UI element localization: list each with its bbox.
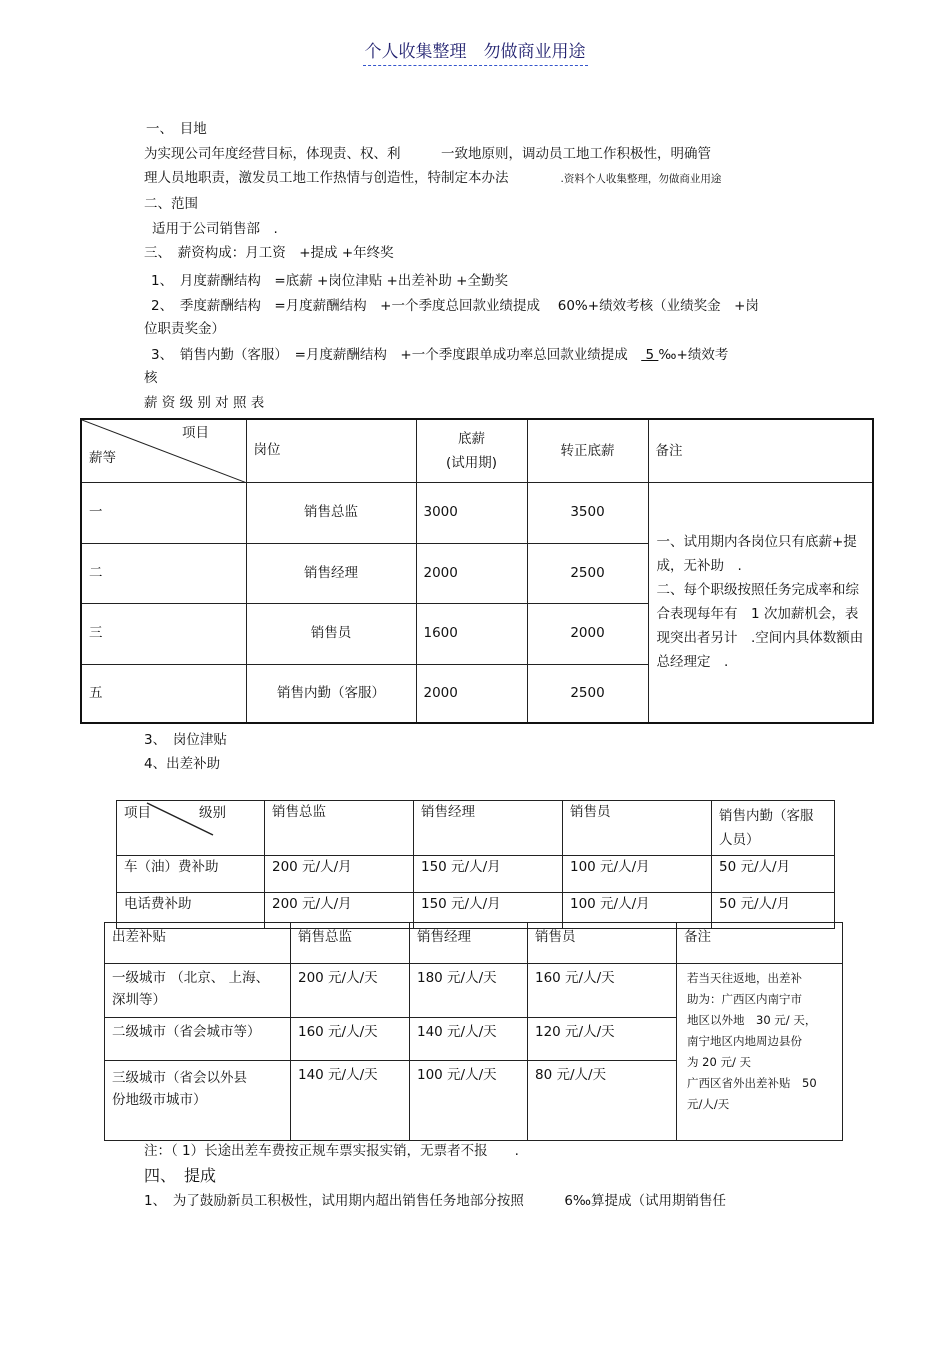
corner-bottom-label: 薪等 (89, 450, 116, 466)
header-travel-subsidy: 出差补贴 (105, 923, 291, 964)
value-cell: 150 元/人/月 (414, 893, 563, 929)
value-cell: 180 元/人/天 (410, 964, 528, 1018)
section-1-title: 一、 目地 (146, 121, 207, 137)
remarks-cell: 一、试用期内各岗位只有底薪+提成，无补助 . 二、每个职级按照任务完成率和综合表现每年有 1 次加薪机会，表现突出者另计 .空间内具体数额由总经理定 . (648, 482, 873, 723)
travel-subsidy-table (104, 922, 843, 1141)
item-3-line-2: 核 (144, 370, 158, 386)
value-cell: 50 元/人/月 (712, 893, 835, 929)
corner-header-cell (81, 419, 246, 482)
header-sales-director: 销售总监 (291, 923, 410, 964)
position-cell: 销售员 (246, 603, 416, 664)
header-sales-assistant: 销售内勤（客服 人员） (712, 801, 835, 856)
table-1-caption: 薪 资 级 别 对 照 表 (144, 395, 265, 411)
position-cell: 销售内勤（客服） (246, 664, 416, 723)
value-cell: 140 元/人/天 (410, 1018, 528, 1061)
footnote: 注：（ 1）长途出差车费按正规车票实报实销，无票者不报 . (144, 1143, 519, 1159)
table-row (117, 856, 835, 893)
grade-cell: 一 (81, 482, 246, 543)
city-tier-cell: 二级城市（省会城市等） (105, 1018, 291, 1061)
value-cell: 140 元/人/天 (291, 1061, 410, 1141)
value-cell: 200 元/人/月 (265, 856, 414, 893)
header-remarks: 备注 (648, 419, 873, 482)
position-allowance-title: 3、 岗位津贴 (144, 732, 227, 748)
section-3-title: 三、 薪资构成：月工资 +提成 +年终奖 (144, 245, 394, 261)
value-cell: 120 元/人/天 (528, 1018, 677, 1061)
value-cell: 100 元/人/月 (563, 856, 712, 893)
travel-allowance-title: 4、出差补助 (144, 756, 221, 772)
grade-cell: 三 (81, 603, 246, 664)
table-row (81, 482, 873, 543)
header-remarks: 备注 (677, 923, 843, 964)
value-cell: 160 元/人/天 (528, 964, 677, 1018)
corner-header-cell (117, 801, 265, 856)
watermark-note: .资料个人收集整理，勿做商业用途 (560, 173, 722, 185)
city-tier-cell: 三级城市（省会以外县 份地级市城市） (105, 1061, 291, 1141)
table-row (105, 964, 843, 1018)
item-cell: 车（油）费补助 (117, 856, 265, 893)
value-cell: 80 元/人/天 (528, 1061, 677, 1141)
subsidy-table (116, 800, 835, 929)
base-salary-cell: 2000 (416, 664, 527, 723)
header-sales-manager: 销售经理 (414, 801, 563, 856)
position-cell: 销售总监 (246, 482, 416, 543)
header-regular-salary: 转正底薪 (527, 419, 648, 482)
corner-right-label: 级别 (199, 805, 226, 821)
city-tier-cell: 一级城市 （北京、 上海、 深圳等） (105, 964, 291, 1018)
value-cell: 160 元/人/天 (291, 1018, 410, 1061)
value-cell: 50 元/人/月 (712, 856, 835, 893)
grade-cell: 五 (81, 664, 246, 723)
scope-text: 适用于公司销售部 . (152, 221, 278, 237)
regular-salary-cell: 3500 (527, 482, 648, 543)
grade-cell: 二 (81, 543, 246, 603)
header-sales-director: 销售总监 (265, 801, 414, 856)
header-salesperson: 销售员 (528, 923, 677, 964)
item-3-line-1: 3、 销售内勤（客服） =月度薪酬结构 +一个季度跟单成功率总回款业绩提成 5 ‰+绩效考 (151, 347, 729, 363)
value-cell: 150 元/人/月 (414, 856, 563, 893)
regular-salary-cell: 2000 (527, 603, 648, 664)
item-2-line-2: 位职责奖金） (144, 321, 225, 337)
value-cell: 200 元/人/月 (265, 893, 414, 929)
corner-left-label: 项目 (124, 805, 151, 821)
position-cell: 销售经理 (246, 543, 416, 603)
commission-item-1: 1、 为了鼓励新员工积极性，试用期内超出销售任务地部分按照 6‰算提成（试用期销售任 (144, 1193, 727, 1209)
item-2-line-1: 2、 季度薪酬结构 =月度薪酬结构 +一个季度总回款业绩提成 60%+绩效考核（业绩奖金 +岗 (151, 298, 759, 314)
item-cell: 电话费补助 (117, 893, 265, 929)
regular-salary-cell: 2500 (527, 543, 648, 603)
base-salary-cell: 2000 (416, 543, 527, 603)
purpose-line-2: 理人员地职责，激发员工地工作热情与创造性，特制定本办法 .资料个人收集整理，勿做商业用途 (144, 170, 722, 186)
item-1: 1、 月度薪酬结构 =底薪 +岗位津贴 +出差补助 +全勤奖 (151, 273, 508, 289)
purpose-line-1: 为实现公司年度经营目标，体现责、权、利 一致地原则，调动员工地工作积极性，明确管 (144, 146, 711, 162)
base-salary-cell: 1600 (416, 603, 527, 664)
header-salesperson: 销售员 (563, 801, 712, 856)
salary-level-table (80, 418, 874, 724)
page-header: 个人收集整理 勿做商业用途 (0, 42, 950, 62)
corner-top-label: 项目 (182, 425, 209, 441)
value-cell: 100 元/人/月 (563, 893, 712, 929)
value-cell: 200 元/人/天 (291, 964, 410, 1018)
underlined-value: 5 (641, 347, 659, 363)
header-sales-manager: 销售经理 (410, 923, 528, 964)
section-4-title: 四、 提成 (144, 1166, 217, 1185)
header-base-salary-probation: 底薪 (试用期) (416, 419, 527, 482)
regular-salary-cell: 2500 (527, 664, 648, 723)
base-salary-cell: 3000 (416, 482, 527, 543)
remarks-cell: 若当天往返地，出差补 助为：广西区内南宁市 地区以外地 30 元/ 天， 南宁地区内地周边县份 为 20 元/ 天 广西区省外出差补贴 50 元/人/天 (677, 964, 843, 1141)
value-cell: 100 元/人/天 (410, 1061, 528, 1141)
section-2-title: 二、范围 (144, 196, 198, 212)
header-position: 岗位 (246, 419, 416, 482)
